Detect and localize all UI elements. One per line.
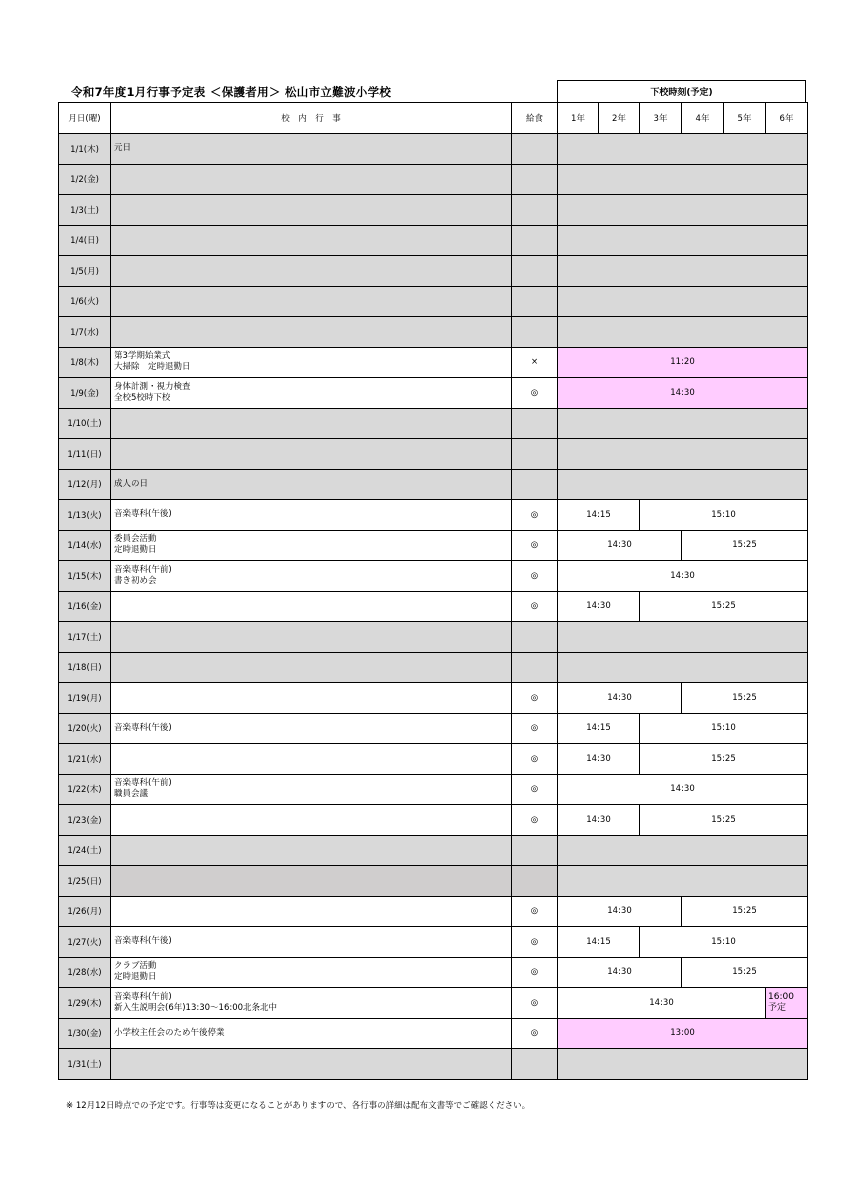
events-cell bbox=[111, 225, 512, 256]
table-row bbox=[59, 378, 808, 409]
date-cell: 1/19(月) bbox=[59, 683, 111, 714]
dismissal-time-cell: 15:25 bbox=[682, 683, 808, 714]
lunch-cell bbox=[512, 195, 558, 226]
lunch-cell bbox=[512, 317, 558, 348]
column-header-grade-3: 3年 bbox=[640, 103, 682, 134]
table-row bbox=[59, 683, 808, 714]
dismissal-cell-empty bbox=[558, 652, 808, 683]
dismissal-time-cell: 14:30 bbox=[558, 561, 808, 592]
date-cell: 1/11(日) bbox=[59, 439, 111, 470]
table-row bbox=[59, 195, 808, 226]
table-row bbox=[59, 134, 808, 165]
events-cell bbox=[111, 256, 512, 287]
events-cell bbox=[111, 378, 512, 409]
date-cell: 1/1(木) bbox=[59, 134, 111, 165]
lunch-cell bbox=[512, 866, 558, 897]
lunch-cell: × bbox=[512, 347, 558, 378]
event-text: 元日 bbox=[114, 143, 132, 154]
table-row bbox=[59, 317, 808, 348]
dismissal-cell-empty bbox=[558, 469, 808, 500]
table-row bbox=[59, 561, 808, 592]
events-cell bbox=[111, 317, 512, 348]
lunch-cell: ◎ bbox=[512, 530, 558, 561]
event-text: 書き初め会 bbox=[114, 575, 157, 586]
events-cell bbox=[111, 866, 512, 897]
schedule-table bbox=[58, 102, 808, 1080]
lunch-cell bbox=[512, 835, 558, 866]
footnote: ※ 12月12日時点での予定です。行事等は変更になることがありますので、各行事の詳細は配布文書等でご確認ください。 bbox=[66, 1101, 531, 1111]
events-cell bbox=[111, 988, 512, 1019]
column-header-grade-2: 2年 bbox=[599, 103, 640, 134]
events-cell bbox=[111, 591, 512, 622]
column-header-grade-1: 1年 bbox=[558, 103, 599, 134]
dismissal-time-cell: 14:30 bbox=[558, 774, 808, 805]
table-row bbox=[59, 530, 808, 561]
table-row bbox=[59, 957, 808, 988]
lunch-cell: ◎ bbox=[512, 896, 558, 927]
table-row bbox=[59, 744, 808, 775]
date-cell: 1/13(火) bbox=[59, 500, 111, 531]
table-row bbox=[59, 347, 808, 378]
event-text: 音楽専科(午後) bbox=[114, 509, 172, 520]
dismissal-cell-empty bbox=[558, 286, 808, 317]
dismissal-time-cell: 15:25 bbox=[640, 805, 808, 836]
events-cell bbox=[111, 164, 512, 195]
lunch-cell bbox=[512, 225, 558, 256]
table-row bbox=[59, 225, 808, 256]
table-row bbox=[59, 835, 808, 866]
events-cell bbox=[111, 927, 512, 958]
events-cell bbox=[111, 530, 512, 561]
table-row bbox=[59, 408, 808, 439]
dismissal-time-cell: 13:00 bbox=[558, 1018, 808, 1049]
events-cell bbox=[111, 1049, 512, 1080]
dismissal-cell-empty bbox=[558, 195, 808, 226]
lunch-cell: ◎ bbox=[512, 1018, 558, 1049]
date-cell: 1/7(水) bbox=[59, 317, 111, 348]
events-cell bbox=[111, 744, 512, 775]
event-text: 小学校主任会のため午後停業 bbox=[114, 1027, 225, 1038]
dismissal-time-cell: 14:30 bbox=[558, 957, 682, 988]
date-cell: 1/22(木) bbox=[59, 774, 111, 805]
events-cell bbox=[111, 713, 512, 744]
date-cell: 1/17(土) bbox=[59, 622, 111, 653]
dismissal-time-cell: 14:30 bbox=[558, 591, 640, 622]
dismissal-cell-empty bbox=[558, 225, 808, 256]
date-cell: 1/28(水) bbox=[59, 957, 111, 988]
date-cell: 1/16(金) bbox=[59, 591, 111, 622]
event-text: 音楽専科(午前) bbox=[114, 991, 172, 1002]
column-header-events: 校 内 行 事 bbox=[111, 103, 512, 134]
lunch-cell bbox=[512, 286, 558, 317]
date-cell: 1/24(土) bbox=[59, 835, 111, 866]
date-cell: 1/25(日) bbox=[59, 866, 111, 897]
dismissal-cell-empty bbox=[558, 256, 808, 287]
lunch-cell: ◎ bbox=[512, 805, 558, 836]
schedule-body bbox=[59, 134, 808, 1080]
events-cell bbox=[111, 774, 512, 805]
events-cell bbox=[111, 134, 512, 165]
date-cell: 1/4(日) bbox=[59, 225, 111, 256]
dismissal-time-cell: 15:25 bbox=[640, 744, 808, 775]
table-row bbox=[59, 1049, 808, 1080]
event-text: 大掃除 定時退勤日 bbox=[114, 362, 191, 373]
column-header-grade-4: 4年 bbox=[682, 103, 724, 134]
date-cell: 1/6(火) bbox=[59, 286, 111, 317]
lunch-cell: ◎ bbox=[512, 561, 558, 592]
table-row bbox=[59, 286, 808, 317]
table-row bbox=[59, 469, 808, 500]
date-cell: 1/3(土) bbox=[59, 195, 111, 226]
dismissal-cell-empty bbox=[558, 164, 808, 195]
table-row bbox=[59, 927, 808, 958]
date-cell: 1/5(月) bbox=[59, 256, 111, 287]
date-cell: 1/30(金) bbox=[59, 1018, 111, 1049]
lunch-cell: ◎ bbox=[512, 591, 558, 622]
events-cell bbox=[111, 835, 512, 866]
dismissal-cell-empty bbox=[558, 439, 808, 470]
events-cell bbox=[111, 286, 512, 317]
lunch-cell bbox=[512, 164, 558, 195]
dismissal-time-cell: 14:30 bbox=[558, 896, 682, 927]
dismissal-time-cell bbox=[766, 988, 808, 1019]
events-cell bbox=[111, 896, 512, 927]
table-row bbox=[59, 896, 808, 927]
event-text: 音楽専科(午前) bbox=[114, 564, 172, 575]
table-row bbox=[59, 256, 808, 287]
dismissal-time-cell: 14:15 bbox=[558, 927, 640, 958]
date-cell: 1/20(火) bbox=[59, 713, 111, 744]
dismissal-time-cell: 14:30 bbox=[558, 683, 682, 714]
event-text: クラブ活動 bbox=[114, 961, 157, 972]
column-header-lunch: 給食 bbox=[512, 103, 558, 134]
dismissal-cell-empty bbox=[558, 1049, 808, 1080]
lunch-cell: ◎ bbox=[512, 774, 558, 805]
column-header-grade-5: 5年 bbox=[724, 103, 766, 134]
lunch-cell bbox=[512, 469, 558, 500]
events-cell bbox=[111, 957, 512, 988]
events-cell bbox=[111, 347, 512, 378]
date-cell: 1/26(月) bbox=[59, 896, 111, 927]
lunch-cell bbox=[512, 134, 558, 165]
dismissal-time-cell: 14:30 bbox=[558, 805, 640, 836]
events-cell bbox=[111, 805, 512, 836]
event-text: 委員会活動 bbox=[114, 534, 157, 545]
date-cell: 1/21(水) bbox=[59, 744, 111, 775]
table-row bbox=[59, 774, 808, 805]
column-header-date: 月日(曜) bbox=[59, 103, 111, 134]
table-row bbox=[59, 591, 808, 622]
dismissal-cell-empty bbox=[558, 134, 808, 165]
table-row bbox=[59, 622, 808, 653]
events-cell bbox=[111, 561, 512, 592]
dismissal-time-cell: 11:20 bbox=[558, 347, 808, 378]
lunch-cell: ◎ bbox=[512, 500, 558, 531]
events-cell bbox=[111, 408, 512, 439]
dismissal-time-cell: 15:10 bbox=[640, 500, 808, 531]
dismissal-time-cell: 14:15 bbox=[558, 713, 640, 744]
table-row bbox=[59, 439, 808, 470]
lunch-cell: ◎ bbox=[512, 957, 558, 988]
date-cell: 1/8(木) bbox=[59, 347, 111, 378]
date-cell: 1/23(金) bbox=[59, 805, 111, 836]
dismissal-time-cell: 14:30 bbox=[558, 988, 766, 1019]
events-cell bbox=[111, 500, 512, 531]
dismissal-time-text: 16:00 bbox=[768, 991, 794, 1002]
event-text: 音楽専科(午後) bbox=[114, 936, 172, 947]
date-cell: 1/9(金) bbox=[59, 378, 111, 409]
event-text: 職員会議 bbox=[114, 789, 149, 800]
date-cell: 1/15(木) bbox=[59, 561, 111, 592]
events-cell bbox=[111, 622, 512, 653]
date-cell: 1/29(木) bbox=[59, 988, 111, 1019]
lunch-cell bbox=[512, 1049, 558, 1080]
dismissal-time-cell: 15:10 bbox=[640, 927, 808, 958]
lunch-cell: ◎ bbox=[512, 378, 558, 409]
table-row bbox=[59, 652, 808, 683]
dismissal-time-cell: 14:30 bbox=[558, 378, 808, 409]
dismissal-time-cell: 15:25 bbox=[682, 530, 808, 561]
event-text: 第3学期始業式 bbox=[114, 351, 171, 362]
lunch-cell bbox=[512, 256, 558, 287]
column-header-grade-6: 6年 bbox=[766, 103, 808, 134]
header-row bbox=[59, 103, 808, 134]
events-cell bbox=[111, 439, 512, 470]
table-row bbox=[59, 805, 808, 836]
table-row bbox=[59, 866, 808, 897]
dismissal-cell-empty bbox=[558, 317, 808, 348]
dismissal-cell-empty bbox=[558, 622, 808, 653]
dismissal-cell-empty bbox=[558, 408, 808, 439]
table-row bbox=[59, 713, 808, 744]
lunch-cell: ◎ bbox=[512, 988, 558, 1019]
date-cell: 1/12(月) bbox=[59, 469, 111, 500]
lunch-cell bbox=[512, 652, 558, 683]
dismissal-time-cell: 14:30 bbox=[558, 530, 682, 561]
event-text: 新入生説明会(6年)13:30～16:00北条北中 bbox=[114, 1002, 278, 1013]
lunch-cell: ◎ bbox=[512, 683, 558, 714]
date-cell: 1/18(日) bbox=[59, 652, 111, 683]
date-cell: 1/2(金) bbox=[59, 164, 111, 195]
document-title: 令和7年度1月行事予定表 ＜保護者用＞ 松山市立難波小学校 bbox=[71, 85, 392, 99]
table-row bbox=[59, 500, 808, 531]
dismissal-time-cell: 15:25 bbox=[682, 957, 808, 988]
event-text: 身体計測・視力検査 bbox=[114, 381, 191, 392]
lunch-cell bbox=[512, 622, 558, 653]
event-text: 音楽専科(午後) bbox=[114, 722, 172, 733]
table-row bbox=[59, 164, 808, 195]
events-cell bbox=[111, 1018, 512, 1049]
events-cell bbox=[111, 469, 512, 500]
dismissal-time-cell: 15:25 bbox=[682, 896, 808, 927]
event-text: 音楽専科(午前) bbox=[114, 778, 172, 789]
dismissal-time-header: 下校時刻(予定) bbox=[557, 80, 806, 102]
event-text: 成人の日 bbox=[114, 478, 149, 489]
events-cell bbox=[111, 683, 512, 714]
dismissal-cell-empty bbox=[558, 835, 808, 866]
date-cell: 1/10(土) bbox=[59, 408, 111, 439]
dismissal-time-cell: 14:15 bbox=[558, 500, 640, 531]
lunch-cell: ◎ bbox=[512, 713, 558, 744]
dismissal-time-text: 予定 bbox=[768, 1002, 787, 1013]
event-text: 全校5校時下校 bbox=[114, 392, 171, 403]
date-cell: 1/27(火) bbox=[59, 927, 111, 958]
events-cell bbox=[111, 652, 512, 683]
date-cell: 1/14(水) bbox=[59, 530, 111, 561]
event-text: 定時退勤日 bbox=[114, 545, 157, 556]
events-cell bbox=[111, 195, 512, 226]
dismissal-cell-empty bbox=[558, 866, 808, 897]
dismissal-time-cell: 15:10 bbox=[640, 713, 808, 744]
table-row bbox=[59, 1018, 808, 1049]
lunch-cell: ◎ bbox=[512, 744, 558, 775]
lunch-cell bbox=[512, 408, 558, 439]
event-text: 定時退勤日 bbox=[114, 972, 157, 983]
date-cell: 1/31(土) bbox=[59, 1049, 111, 1080]
dismissal-time-cell: 14:30 bbox=[558, 744, 640, 775]
lunch-cell: ◎ bbox=[512, 927, 558, 958]
table-row bbox=[59, 988, 808, 1019]
dismissal-time-cell: 15:25 bbox=[640, 591, 808, 622]
lunch-cell bbox=[512, 439, 558, 470]
